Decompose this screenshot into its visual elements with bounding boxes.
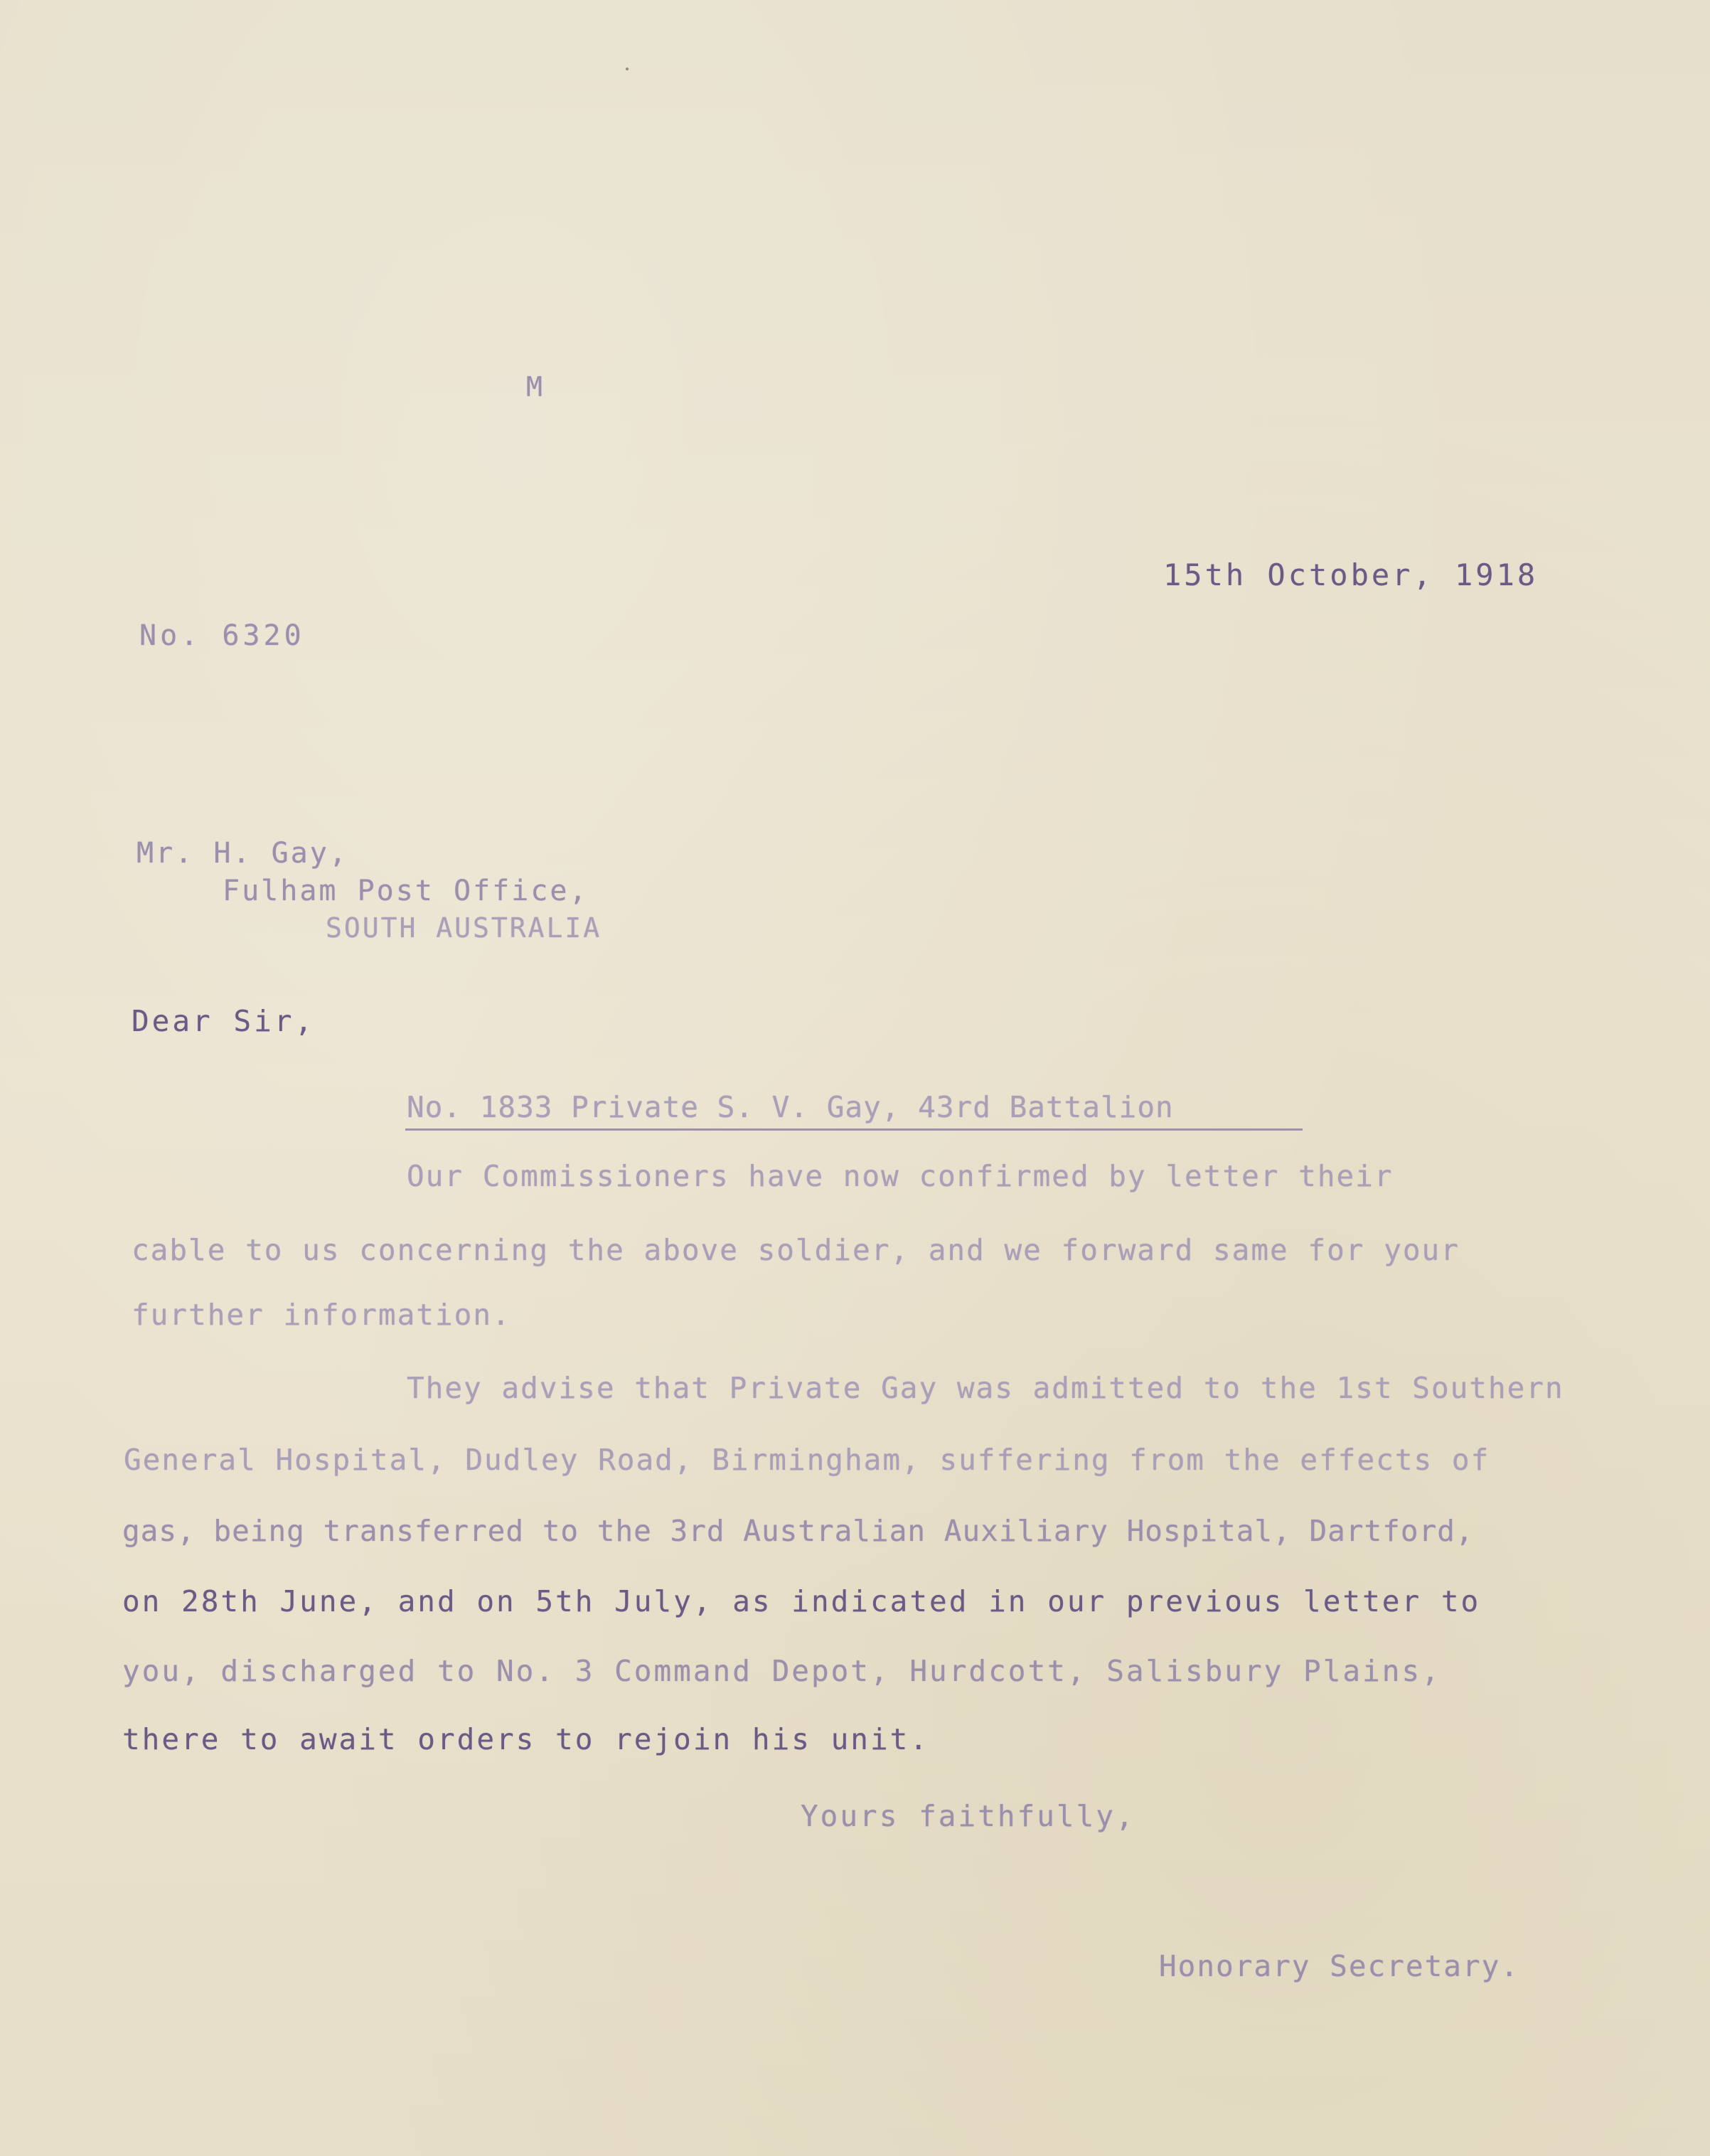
subject-line: No. 1833 Private S. V. Gay, 43rd Battalion bbox=[407, 1090, 1174, 1124]
salutation: Dear Sir, bbox=[132, 1004, 316, 1038]
closing: Yours faithfully, bbox=[801, 1799, 1135, 1833]
paragraph-2-line-2: General Hospital, Dudley Road, Birmingham, suffering from the effects of bbox=[124, 1443, 1490, 1477]
signature-title: Honorary Secretary. bbox=[1159, 1949, 1519, 1983]
paragraph-2-line-1: They advise that Private Gay was admitted to the 1st Southern bbox=[407, 1371, 1564, 1405]
typist-initial: M bbox=[526, 371, 545, 402]
paragraph-2-line-6: there to await orders to rejoin his unit. bbox=[122, 1722, 930, 1756]
paragraph-1-line-3: further information. bbox=[132, 1298, 511, 1332]
paragraph-2-line-5: you, discharged to No. 3 Command Depot, Hurdcott, Salisbury Plains, bbox=[122, 1654, 1441, 1688]
paragraph-1-line-1: Our Commissioners have now confirmed by letter their bbox=[407, 1159, 1394, 1193]
paragraph-2-line-4: on 28th June, and on 5th July, as indicated in our previous letter to bbox=[122, 1584, 1481, 1618]
paragraph-1-line-2: cable to us concerning the above soldier, and we forward same for your bbox=[132, 1233, 1460, 1267]
reference-number: No. 6320 bbox=[139, 619, 305, 652]
paragraph-2-line-3: gas, being transferred to the 3rd Australian Auxiliary Hospital, Dartford, bbox=[122, 1514, 1474, 1548]
paper-speck bbox=[626, 68, 629, 70]
letter-date: 15th October, 1918 bbox=[1163, 557, 1539, 592]
recipient-address-line1: Fulham Post Office, bbox=[223, 875, 589, 907]
recipient-address-line2: SOUTH AUSTRALIA bbox=[326, 912, 602, 944]
recipient-name: Mr. H. Gay, bbox=[137, 837, 348, 870]
subject-underline bbox=[405, 1128, 1303, 1131]
